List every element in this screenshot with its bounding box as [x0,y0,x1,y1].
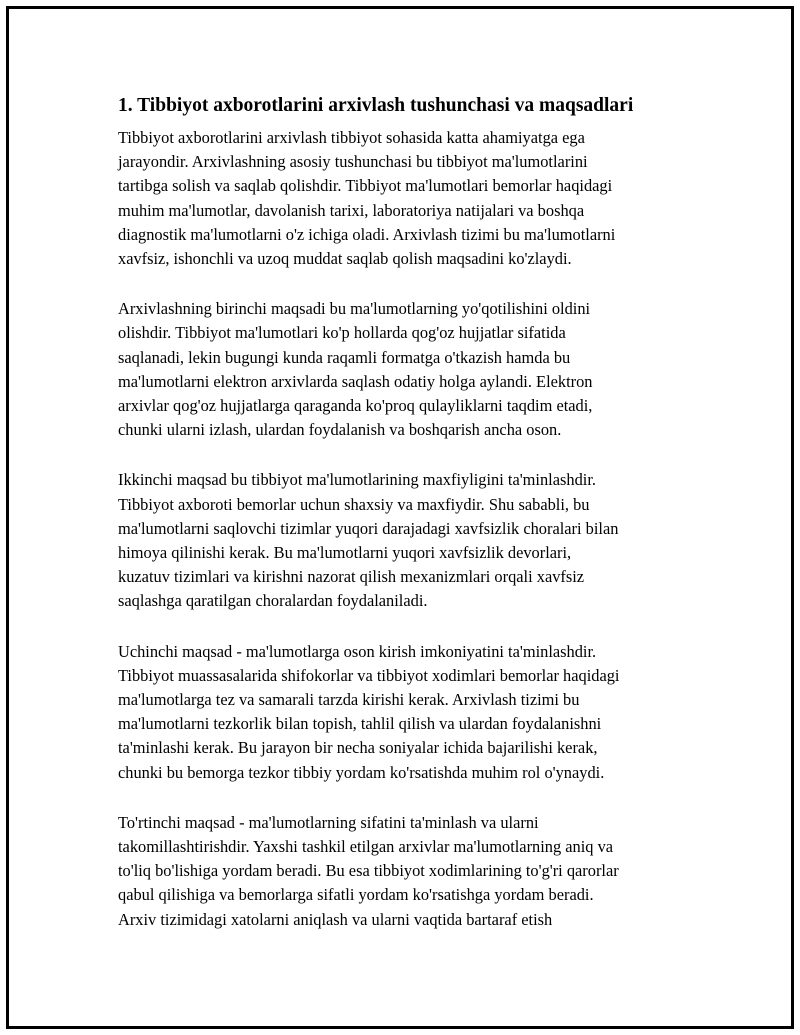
section-heading: 1. Tibbiyot axborotlarini arxivlash tushunchasi va maqsadlari [118,95,634,116]
paragraph-intro: Tibbiyot axborotlarini arxivlash tibbiyot sohasida katta ahamiyatga ega jarayondir. Arxivlashning asosiy tushunchasi bu tibbiyot ma'lumotlarini tartibga solish va saqlab qolishdir. Tibbiyot ma'lumotlari bemorlar haqidagi muhim ma'lumotlar, davolanish tarixi, laboratoriya natijalari va boshqa diagnostik ma'lumotlarni o'z ichiga oladi. Arxivlash tizimi bu ma'lumotlarni xavfsiz, ishonchli va uzoq muddat saqlab qolish maqsadini ko'zlaydi. [118,128,616,269]
paragraph-first-goal: Arxivlashning birinchi maqsadi bu ma'lumotlarning yo'qotilishini oldini olishdir. Tibbiyot ma'lumotlari ko'p hollarda qog'oz hujjatlar sifatida saqlanadi, lekin bugungi kunda raqamli formatga o'tkazish hamda bu ma'lumotlarni elektron arxivlarda saqlash odatiy holga aylandi. Elektron arxivlar qog'oz hujjatlarga qaraganda ko'proq qulayliklarni taqdim etadi, chunki ularni izlash, ulardan foydalanish va boshqarish ancha oson. [118,299,593,440]
document-body [118,92,688,958]
paragraph-second-goal: Ikkinchi maqsad bu tibbiyot ma'lumotlarining maxfiyligini ta'minlashdir. Tibbiyot axboroti bemorlar uchun shaxsiy va maxfiydir. Shu sababli, bu ma'lumotlarni saqlovchi tizimlar yuqori darajadagi xavfsizlik choralari bilan himoya qilinishi kerak. Bu ma'lumotlarni yuqori xavfsizlik devorlari, kuzatuv tizimlari va kirishni nazorat qilish mexanizmlari orqali xavfsiz saqlashga qaratilgan choralardan foydalaniladi. [118,470,619,611]
paragraph-third-goal: Uchinchi maqsad - ma'lumotlarga oson kirish imkoniyatini ta'minlashdir. Tibbiyot muassasalarida shifokorlar va tibbiyot xodimlari bemorlar haqidagi ma'lumotlarga tez va samarali tarzda kirishi kerak. Arxivlash tizimi bu ma'lumotlarni tezkorlik bilan topish, tahlil qilish va ulardan foydalanishni ta'minlashi kerak. Bu jarayon bir necha soniyalar ichida bajarilishi kerak, chunki bu bemorga tezkor tibbiy yordam ko'rsatishda muhim rol o'ynaydi. [118,641,620,782]
paragraph-fourth-goal: To'rtinchi maqsad - ma'lumotlarning sifatini ta'minlash va ularni takomillashtirishdir. Yaxshi tashkil etilgan arxivlar ma'lumotlarning aniq va to'liq bo'lishiga yordam beradi. Bu esa tibbiyot xodimlarining to'g'ri qarorlar qabul qilishiga va bemorlarga sifatli yordam ko'rsatishga yordam beradi. Arxiv tizimidagi xatolarni aniqlash va ularni vaqtida bartaraf etish [118,812,619,929]
